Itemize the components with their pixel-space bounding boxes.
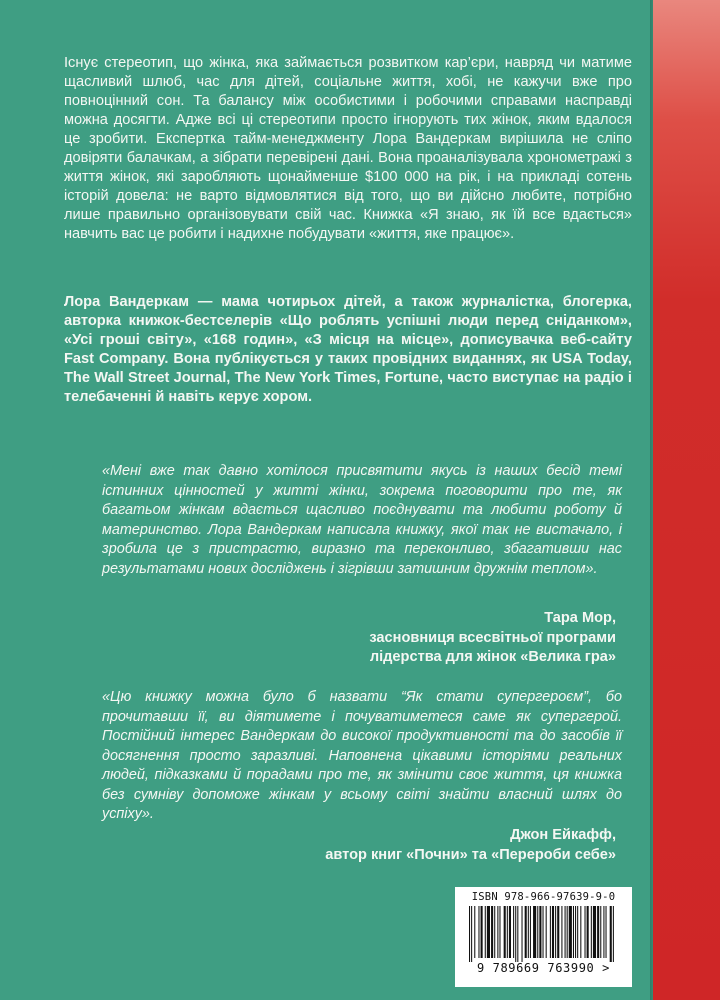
barcode-bar	[585, 906, 586, 958]
quote-2-author: Джон Ейкафф,	[510, 827, 616, 843]
barcode-bar	[513, 906, 514, 958]
barcode-bar	[567, 906, 568, 958]
barcode-bar	[597, 906, 599, 958]
barcode-bar	[565, 906, 566, 958]
barcode-bar	[474, 906, 475, 958]
barcode-bar	[515, 906, 516, 962]
barcode-bar	[485, 906, 486, 958]
barcode-bar	[517, 906, 518, 962]
barcode-bar	[580, 906, 581, 958]
quote-2-attribution	[325, 826, 616, 865]
barcode-bar	[543, 906, 544, 958]
quote-2-role-line-1: автор книг «Почни» та «Перероби себе»	[325, 846, 616, 863]
barcode-bar	[575, 906, 576, 958]
barcode-bar	[537, 906, 538, 958]
barcode-bar	[552, 906, 554, 958]
barcode-bar	[494, 906, 495, 958]
barcode-bar	[555, 906, 556, 958]
barcode-bar	[539, 906, 541, 958]
barcode-bar	[610, 906, 612, 962]
barcode-bar	[522, 906, 523, 962]
barcode-panel	[455, 887, 632, 987]
barcode-bar	[525, 906, 527, 958]
quote-1-role-line-1: засновниця всесвітньої програми	[369, 629, 616, 646]
barcode-bar	[507, 906, 508, 958]
barcode-bar	[546, 906, 547, 958]
barcode-bar	[577, 906, 578, 958]
quote-1-role-line-2: лідерства для жінок «Велика гра»	[369, 649, 616, 665]
barcode-bar	[509, 906, 511, 958]
barcode-bar	[469, 906, 470, 962]
barcode-bar	[561, 906, 562, 958]
barcode-bar	[550, 906, 551, 958]
barcode-bar	[491, 906, 493, 958]
quote-2-text: «Цю книжку можна було б назвати “Як стати супергероєм”, бо прочитавши її, ви діятимете і почуватиметеся саме як супергерой. Постійний інтерес Вандеркам до високої продуктивності та до засобів її досягнення просто заразливі. Наповнена цікавими історіями реальних людей, підказками й порадами про те, як змінити своє життя, ця книжка без сумніву допоможе жінкам у всьому світі знайти власний шлях до успіху».	[102, 689, 622, 822]
barcode-number: 9 789669 763990 >	[476, 961, 611, 975]
barcode-bar	[481, 906, 483, 958]
barcode-bar	[530, 906, 531, 958]
barcode-bar	[471, 906, 472, 962]
barcode-bar	[497, 906, 498, 958]
book-description: Існує стереотип, що жінка, яка займається розвитком кар’єри, навряд чи матиме щасливий шлюб, час для дітей, соціальне життя, хобі, не кажучи вже про повноцінний сон. Та балансу між особистими і робочими справами насправді можна досягти. Адже всі ці стереотипи просто ігнорують тих жінок, яким вдалося це зробити. Експертка тайм-менеджменту Лора Вандеркам вирішила не сліпо довіряти балачкам, а зібрати перевірені дані. Вона проаналізувала хронометражі з життя жінок, які заробляють щонайменше $100 000 на рік, і на прикладі сотень історій довела: не варто відмовлятися від того, що ви дійсно любите, потрібно лише правильно організовувати свій час. Книжка «Я знаю, як їй все вдається» навчить вас це робити і надихне побудувати «життя, яке працює».	[64, 55, 632, 242]
quote-1-author: Тара Мор,	[544, 610, 616, 626]
barcode-bar	[606, 906, 607, 958]
barcode-bar	[557, 906, 559, 958]
barcode-bar	[613, 906, 614, 962]
barcode-bar	[528, 906, 529, 958]
barcode-bar	[573, 906, 574, 958]
author-bio: Лора Вандеркам — мама чотирьох дітей, а також журналістка, блогерка, авторка книжок-бестселерів «Що роблять успішні люди перед сніданком», «Усі гроші світу», «168 годин», «З місця на місце», дописувачка веб-сайту Fast Company. Вона публікується у таких провідних виданнях, як USA Today, The Wall Street Journal, The New York Times, Fortune, часто виступає на радіо і телебаченні й навіть керує хором.	[64, 294, 632, 405]
barcode-bar	[587, 906, 589, 958]
barcode-bar	[569, 906, 572, 958]
barcode-bar	[591, 906, 592, 958]
barcode-bar	[478, 906, 479, 958]
barcode-bar	[603, 906, 604, 958]
barcode-bar	[533, 906, 536, 958]
barcode-bar	[600, 906, 601, 958]
barcode-bar	[593, 906, 596, 958]
isbn-label: ISBN 978-966-97639-9-0	[471, 891, 616, 903]
barcode-bar	[499, 906, 500, 958]
quote-1-text: «Мені вже так давно хотілося присвятити якусь із наших бесід темі істинних цінностей у житті жінки, зокрема поговорити про те, як багатьом жінкам вдається щасливо поєднувати та любити роботу й материнство. Лора Вандеркам написала книжку, якої так не вистачало, і зробила це з пристрастю, виразно та переконливо, збагативши нас результатами нових досліджень і зігрівши затишним дружнім теплом».	[102, 463, 622, 577]
red-spine-edge	[653, 0, 720, 1000]
quote-1-attribution	[369, 609, 616, 668]
barcode-bar	[487, 906, 490, 958]
barcode-graphic	[467, 906, 617, 962]
barcode-bar	[504, 906, 506, 958]
